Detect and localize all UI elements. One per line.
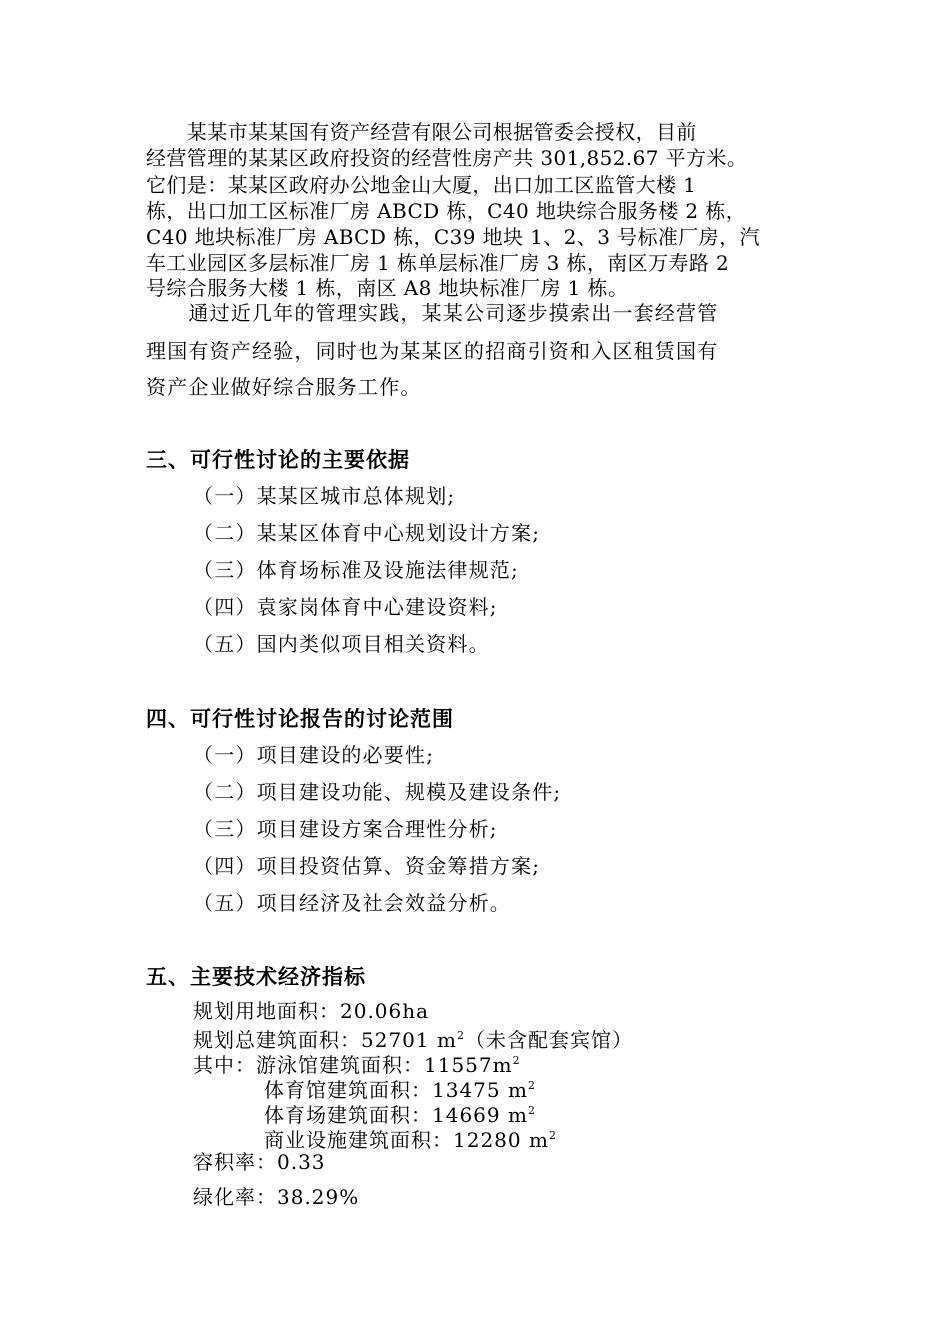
intro-line: 某某市某某国有资产经营有限公司根据管委会授权，目前 (146, 120, 697, 144)
green-ratio: 绿化率：38.29% (193, 1185, 360, 1209)
list-item: （五）国内类似项目相关资料。 (193, 632, 490, 656)
intro-line: 它们是：某某区政府办公地金山大厦，出口加工区监管大楼 1 (146, 173, 697, 197)
unit-superscript: 2 (527, 1104, 536, 1117)
unit-superscript: 2 (456, 1029, 465, 1042)
commercial-value: 商业设施建筑面积：12280 m (264, 1128, 549, 1152)
section-heading: 四、可行性讨论报告的讨论范围 (146, 707, 454, 731)
list-item: （一）某某区城市总体规划; (193, 484, 456, 508)
unit-superscript: 2 (512, 1054, 521, 1067)
intro-line: 号综合服务大楼 1 栋，南区 A8 地块标准厂房 1 栋。 (146, 276, 629, 300)
section-heading: 五、主要技术经济指标 (146, 965, 366, 989)
practice-line: 资产企业做好综合服务工作。 (146, 375, 422, 399)
intro-line: 车工业园区多层标准厂房 1 栋单层标准厂房 3 栋，南区万寿路 2 (146, 251, 730, 275)
total-area-value: 规划总建筑面积：52701 m (193, 1028, 457, 1052)
unit-superscript: 2 (527, 1079, 536, 1092)
intro-line: 栋，出口加工区标准厂房 ABCD 栋，C40 地块综合服务楼 2 栋， (146, 199, 747, 223)
list-item: （四）袁家岗体育中心建设资料; (193, 595, 498, 619)
list-item: （五）项目经济及社会效益分析。 (193, 891, 511, 915)
unit-superscript: 2 (548, 1129, 557, 1142)
list-item: （二）某某区体育中心规划设计方案; (193, 521, 541, 545)
total-area-note: （未含配套宾馆） (464, 1028, 633, 1052)
list-item: （一）项目建设的必要性; (193, 743, 435, 767)
intro-line: C40 地块标准厂房 ABCD 栋，C39 地块 1、2、3 号标准厂房，汽 (146, 225, 760, 249)
list-item: （二）项目建设功能、规模及建设条件; (193, 780, 562, 804)
section-heading: 三、可行性讨论的主要依据 (146, 448, 410, 472)
intro-line: 经营管理的某某区政府投资的经营性房产共 301,852.67 平方米。 (146, 146, 748, 170)
land-area: 规划用地面积：20.06ha (193, 999, 430, 1023)
practice-line: 理国有资产经验，同时也为某某区的招商引资和入区租赁国有 (146, 339, 719, 363)
practice-line: 通过近几年的管理实践，某某公司逐步摸索出一套经营管 (146, 301, 719, 325)
list-item: （三）项目建设方案合理性分析; (193, 817, 498, 841)
list-item: （四）项目投资估算、资金筹措方案; (193, 854, 541, 878)
floor-area-ratio: 容积率：0.33 (193, 1150, 326, 1174)
stadium-value: 体育场建筑面积：14669 m (264, 1103, 528, 1127)
gymnasium-value: 体育馆建筑面积：13475 m (264, 1078, 528, 1102)
swimming-hall-value: 其中：游泳馆建筑面积：11557m (193, 1053, 513, 1077)
list-item: （三）体育场标准及设施法律规范; (193, 558, 519, 582)
